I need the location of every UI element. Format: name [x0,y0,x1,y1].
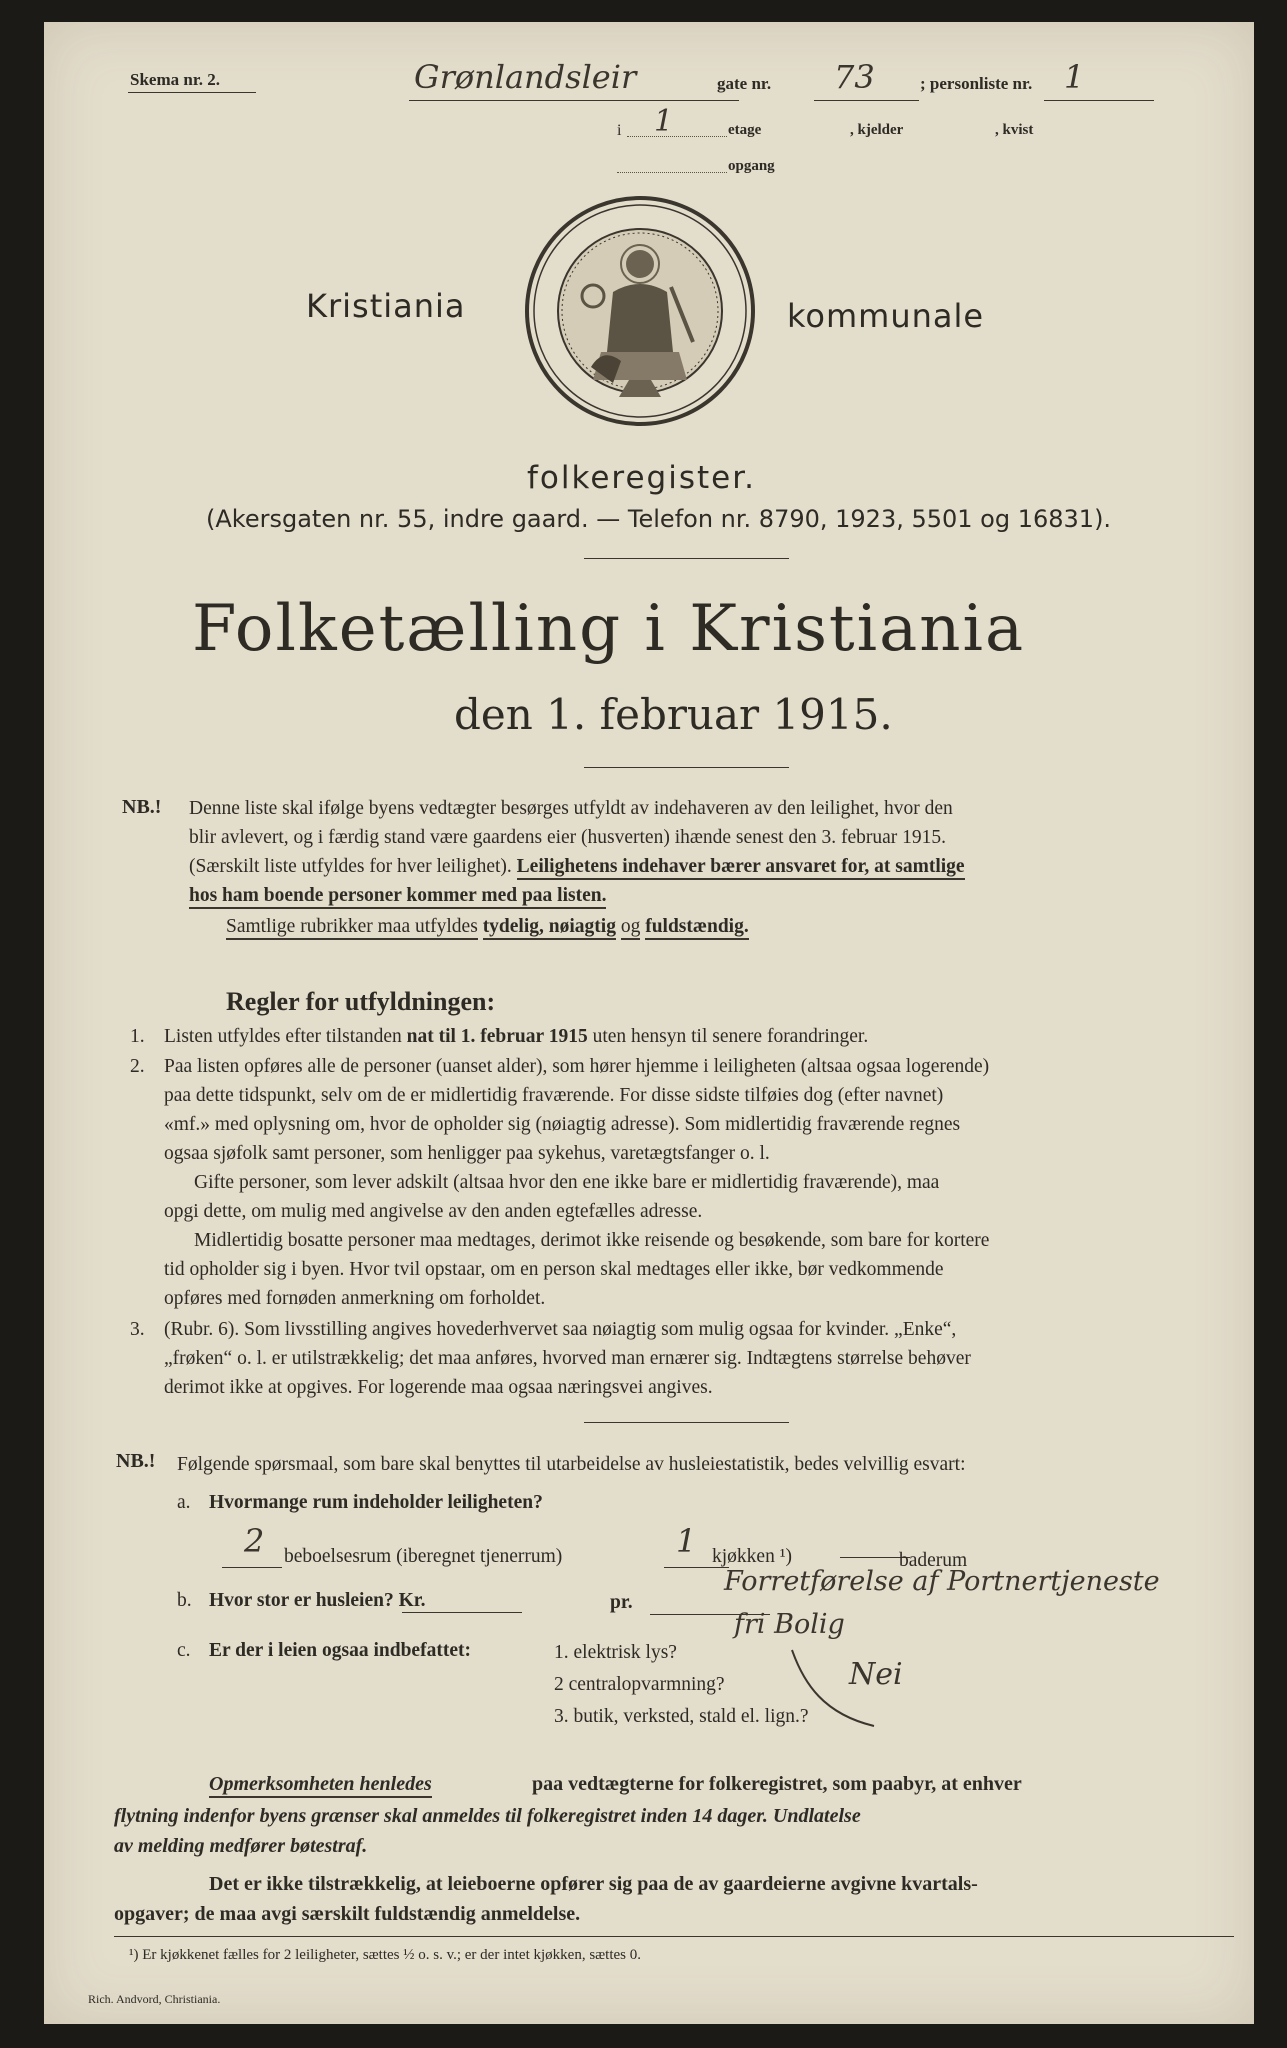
notice-line-4: Det er ikke tilstrækkelig, at leieboerne opfører sig paa de av gaardeierne avgivne kvartals- [209,1873,978,1895]
nb1-line-1: Denne liste skal ifølge byens vedtægter besørges utfyldt av indehaveren av den leilighet, hvor den [189,798,953,819]
nb2-intro: Følgende spørsmaal, som bare skal benyttes til utarbeidelse av husleiestatistik, bedes velvillig esvart: [177,1454,966,1475]
i-label: i [617,122,622,139]
question-a-letter: a. [177,1492,191,1513]
rule-2-line-5: Gifte personer, som lever adskilt (altsaa hvor den ene ikke bare er midlertidig fraværende), maa [194,1172,940,1193]
kvist-label: , kvist [995,122,1034,138]
etage-dots [627,136,727,137]
regler-heading: Regler for utfyldningen: [226,987,496,1016]
nb1-line-5b: tydelig, nøiagtig [483,916,616,940]
nb-label-2: NB.! [116,1450,156,1472]
rule-2-line-4: ogsaa sjøfolk samt personer, som henligger paa sykehus, varetægtsfanger o. l. [164,1143,770,1164]
question-c-answer: Nei [849,1657,903,1692]
rule-2-line-7: Midlertidig bosatte personer maa medtages, derimot ikke reisende og besøkende, som bare for kortere [194,1230,990,1251]
rent-handwritten-2: fri Bolig [734,1609,845,1640]
rule-1-bold: nat til 1. februar 1915 [406,1026,588,1047]
rule-1-text-a: Listen utfyldes efter tilstanden [164,1026,402,1047]
divider-3 [584,1422,789,1423]
notice-line-1: paa vedtægterne for folkeregistret, som paabyr, at enhver [532,1773,1022,1795]
divider-2 [584,767,789,768]
nb1-line-5d: fuldstændig. [645,916,749,940]
personliste-line [1044,100,1154,101]
pr-label: pr. [610,1592,633,1613]
question-b-text: Hvor stor er husleien? Kr. [209,1590,426,1611]
rent-handwritten-1: Forretførelse af Portnertjeneste [724,1566,1160,1597]
nb1-bold-1: Leilighetens indehaver bærer ansvaret for, at samtlige [517,856,965,880]
notice-line-5: opgaver; de maa avgi særskilt fuldstændig anmeldelse. [114,1903,581,1925]
footnote: ¹) Er kjøkkenet fælles for 2 leiligheter, sættes ½ o. s. v.; er der intet kjøkken, sættes 0. [129,1947,641,1963]
street-name-handwritten: Grønlandsleir [414,58,637,96]
rule-3-line-3: derimot ikke at opgives. For logerende maa ogsaa næringsvei angives. [164,1377,713,1398]
question-b-letter: b. [177,1590,192,1611]
nb1-line-5c: og [621,916,641,940]
rule-2-line-2: paa dette tidspunkt, selv om de er midlertidig fraværende. For disse sidste tilføies dog (efter navnet) [164,1085,944,1106]
street-line [409,100,739,101]
personliste-value: 1 [1064,58,1085,96]
question-c-text: Er der i leien ogsaa indbefattet: [209,1640,471,1661]
rule-3-line-1: (Rubr. 6). Som livsstilling angives hovederhvervet saa nøiagtig som mulig ogsaa for kvinder. „Enke“, [164,1319,957,1340]
question-c-option-2: 2 centralopvarmning? [554,1674,725,1695]
notice-line-3: av melding medfører bøtestraf. [114,1835,368,1857]
rent-line [402,1612,522,1613]
nb1-line-2: blir avlevert, og i færdig stand være gaardens eier (husverten) ihænde senest den 3. februar 1915. [189,827,947,848]
gate-nr-value: 73 [834,58,875,96]
etage-label: etage [728,122,762,138]
nb-label-1: NB.! [122,796,162,818]
kjelder-label: , kjelder [850,122,904,138]
beboelsesrum-value: 2 [244,1522,265,1560]
city-seal [521,192,759,430]
kjokken-label: kjøkken ¹) [712,1546,793,1567]
rule-2-number: 2. [130,1056,145,1077]
rooms-line [222,1567,282,1568]
question-c-option-3: 3. butik, verksted, stald el. lign.? [554,1706,809,1727]
baderum-label: baderum [899,1550,968,1571]
notice-line-2: flytning indenfor byens grænser skal anmeldes til folkeregistret inden 14 dager. Undlatelse [114,1805,861,1827]
beboelsesrum-label: beboelsesrum (iberegnet tjenerrum) [284,1546,563,1567]
folkeregister-label: folkeregister. [527,460,756,496]
footnote-divider [114,1936,1234,1937]
rule-2-line-1: Paa listen opføres alle de personer (uanset alder), som hører hjemme i leiligheten (altsaa ogsaa logerende) [164,1056,990,1077]
main-date: den 1. februar 1915. [454,690,893,739]
nb1-line-3a: (Særskilt liste utfyldes for hver leilighet). [189,856,512,877]
rule-2-line-6: opgi dette, om mulig med angivelse av den anden egtefælles adresse. [164,1201,703,1222]
kommunale-label: kommunale [787,297,985,335]
rule-3-number: 3. [130,1319,145,1340]
question-a-text: Hvormange rum indeholder leiligheten? [209,1492,543,1513]
printer-imprint: Rich. Andvord, Christiania. [88,1992,221,2006]
skema-underline [128,92,256,93]
question-c-option-1: 1. elektrisk lys? [554,1642,677,1663]
rule-1-text-b: uten hensyn til senere forandringer. [592,1026,869,1047]
skema-label: Skema nr. 2. [130,70,221,89]
personliste-label: ; personliste nr. [920,74,1033,93]
census-form-page [44,22,1254,2024]
address-line: (Akersgaten nr. 55, indre gaard. — Telefon nr. 8790, 1923, 5501 og 16831). [206,505,1112,533]
rule-1-number: 1. [130,1026,145,1047]
divider-1 [584,558,789,559]
rule-2-line-8: tid opholder sig i byen. Hvor tvil opstaar, om en person skal medtages eller ikke, bør vedkommende [164,1259,944,1280]
gate-nr-label: gate nr. [717,74,772,93]
kristiania-label: Kristiania [306,287,466,325]
main-title: Folketælling i Kristiania [192,592,1026,666]
kjokken-value: 1 [676,1522,697,1560]
nb1-line-5a: Samtlige rubrikker maa utfyldes [226,916,478,940]
question-c-letter: c. [177,1640,191,1661]
gate-line [814,100,919,101]
rule-2-line-9: opføres med fornøden anmerkning om forholdet. [164,1288,546,1309]
rule-2-line-3: «mf.» med oplysning om, hvor de opholder sig (nøiagtig adresse). Som midlertidig fraværende regnes [164,1114,961,1135]
notice-lead: Opmerksomheten henledes [209,1773,432,1798]
rule-3-line-2: „frøken“ o. l. er utilstrækkelig; det maa anføres, hvorved man ernærer sig. Indtægtens størrelse behøver [164,1348,971,1369]
opgang-label: opgang [728,158,775,174]
etage-value: 1 [654,104,674,139]
nb1-bold-2: hos ham boende personer kommer med paa listen. [189,885,606,909]
opgang-dots [617,172,727,173]
